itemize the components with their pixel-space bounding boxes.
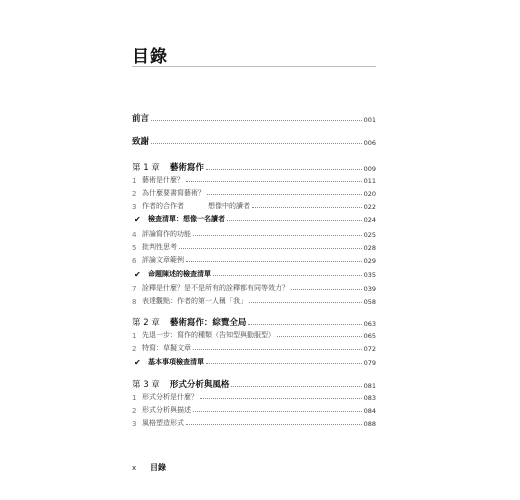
chapter-title: 藝術寫作 — [169, 163, 204, 173]
toc-page-number: 025 — [363, 231, 376, 239]
toc-checklist-entry[interactable] — [132, 357, 376, 367]
section-number: 2 — [132, 407, 137, 415]
toc-page-number: 001 — [363, 116, 376, 124]
section-title: 特寫：草擬文章 — [142, 344, 191, 352]
page-title: 目錄 — [132, 47, 168, 67]
checkmark-icon: ✔ — [134, 270, 141, 279]
toc-page-number: 009 — [363, 165, 376, 173]
section-title: 詮釋是什麼？是不是所有的詮釋都有同等效力？ — [142, 284, 289, 292]
section-title: 形式分析是什麼？ — [142, 393, 198, 401]
checklist-title: 檢查清單：想像一名讀者 — [148, 215, 225, 223]
section-number: 3 — [132, 203, 137, 211]
chapter-number: 第 2 章 — [132, 318, 160, 328]
dot-leader — [231, 386, 361, 387]
toc-page-number: 029 — [363, 257, 376, 265]
section-title-part: 想像中的讀者 — [208, 202, 250, 210]
dot-leader — [252, 207, 362, 208]
dot-leader — [277, 336, 362, 337]
toc-front-matter-entry[interactable] — [132, 112, 376, 124]
toc-checklist-entry[interactable] — [132, 269, 376, 279]
toc-section-entry[interactable] — [132, 242, 376, 252]
toc-section-entry[interactable] — [132, 283, 376, 293]
dot-leader — [249, 302, 362, 303]
dot-leader — [248, 324, 361, 325]
toc-page-number: 063 — [363, 320, 376, 328]
section-title: 形式分析與描述 — [142, 406, 191, 414]
dot-leader — [186, 261, 362, 262]
title-divider — [132, 66, 376, 67]
checklist-title: 基本事項檢查清單 — [148, 358, 204, 366]
toc-page-number: 084 — [363, 407, 376, 415]
section-title: 評論文章範例 — [142, 256, 184, 264]
toc-section-entry[interactable] — [132, 330, 376, 340]
dot-leader — [206, 363, 362, 364]
section-number: 2 — [132, 190, 137, 198]
toc-chapter-heading[interactable] — [132, 161, 376, 173]
toc-section-entry[interactable] — [132, 418, 376, 428]
dot-leader — [186, 424, 362, 425]
toc-page-number: 011 — [363, 177, 376, 185]
dot-leader — [227, 220, 362, 221]
section-title: 為什麼要書寫藝術？ — [142, 189, 205, 197]
toc-chapter-heading[interactable] — [132, 316, 376, 328]
section-number: 7 — [132, 285, 137, 293]
chapter-number: 第 3 章 — [132, 380, 160, 390]
section-title: 批判性思考 — [142, 243, 177, 251]
toc-checklist-entry[interactable] — [132, 214, 376, 224]
section-number: 4 — [132, 231, 137, 239]
toc-section-entry[interactable] — [132, 405, 376, 415]
toc-page-number: 035 — [363, 271, 376, 279]
toc-section-entry[interactable] — [132, 201, 376, 211]
section-number: 2 — [132, 345, 137, 353]
section-title: 風格塑造形式 — [142, 419, 184, 427]
dot-leader — [200, 398, 362, 399]
section-number: 8 — [132, 298, 137, 306]
toc-entry-title: 致謝 — [132, 137, 150, 147]
toc-section-entry[interactable] — [132, 188, 376, 198]
dot-leader — [213, 275, 362, 276]
toc-page-number: 058 — [363, 298, 376, 306]
toc-page-number: 006 — [363, 139, 376, 147]
toc-page-number: 024 — [363, 216, 376, 224]
checkmark-icon: ✔ — [134, 215, 141, 224]
dot-leader — [206, 169, 362, 170]
toc-front-matter-entry[interactable] — [132, 135, 376, 147]
toc-chapter-heading[interactable] — [132, 378, 376, 390]
toc-page-number: 079 — [363, 359, 376, 367]
section-number: 1 — [132, 177, 137, 185]
dot-leader — [207, 194, 362, 195]
section-title: 評論寫作的功能 — [142, 230, 191, 238]
chapter-title: 藝術寫作：綜覽全局 — [169, 318, 247, 328]
checkmark-icon: ✔ — [134, 358, 141, 367]
toc-page-number: 020 — [363, 190, 376, 198]
checklist-title: 命題陳述的檢查清單 — [148, 270, 211, 278]
section-title: 先退一步：寫作的種類（告知型與勸服型） — [142, 331, 275, 339]
toc-section-entry[interactable] — [132, 175, 376, 185]
toc-page-number: 083 — [363, 394, 376, 402]
toc-page-number: 065 — [363, 332, 376, 340]
dot-leader — [193, 411, 362, 412]
section-title: 藝術是什麼？ — [142, 176, 184, 184]
toc-page-number: 088 — [363, 420, 376, 428]
section-number: 6 — [132, 257, 137, 265]
chapter-title: 形式分析與風格 — [169, 380, 230, 390]
dot-leader — [193, 349, 362, 350]
section-number: 1 — [132, 394, 137, 402]
toc-section-entry[interactable] — [132, 343, 376, 353]
section-number: 3 — [132, 420, 137, 428]
toc-section-entry[interactable] — [132, 229, 376, 239]
toc-page-number: 072 — [363, 345, 376, 353]
toc-page-number: 081 — [363, 382, 376, 390]
toc-section-entry[interactable] — [132, 296, 376, 306]
running-footer-title: 目錄 — [150, 463, 166, 472]
page-number: x — [132, 464, 137, 472]
dot-leader — [151, 120, 362, 121]
toc-page-number: 022 — [363, 203, 376, 211]
dot-leader — [151, 143, 362, 144]
chapter-number: 第 1 章 — [132, 163, 160, 173]
section-title: 作者的合作者 — [142, 202, 184, 210]
toc-section-entry[interactable] — [132, 392, 376, 402]
section-number: 1 — [132, 332, 137, 340]
toc-entry-title: 前言 — [132, 114, 150, 124]
section-title: 表達觀點：作者的第一人稱「我」 — [142, 297, 247, 305]
dot-leader — [291, 289, 362, 290]
dot-leader — [179, 248, 362, 249]
dot-leader — [186, 181, 362, 182]
dot-leader — [193, 235, 362, 236]
toc-section-entry[interactable] — [132, 255, 376, 265]
toc-page-number: 028 — [363, 244, 376, 252]
toc-page-number: 039 — [363, 285, 376, 293]
section-number: 5 — [132, 244, 137, 252]
